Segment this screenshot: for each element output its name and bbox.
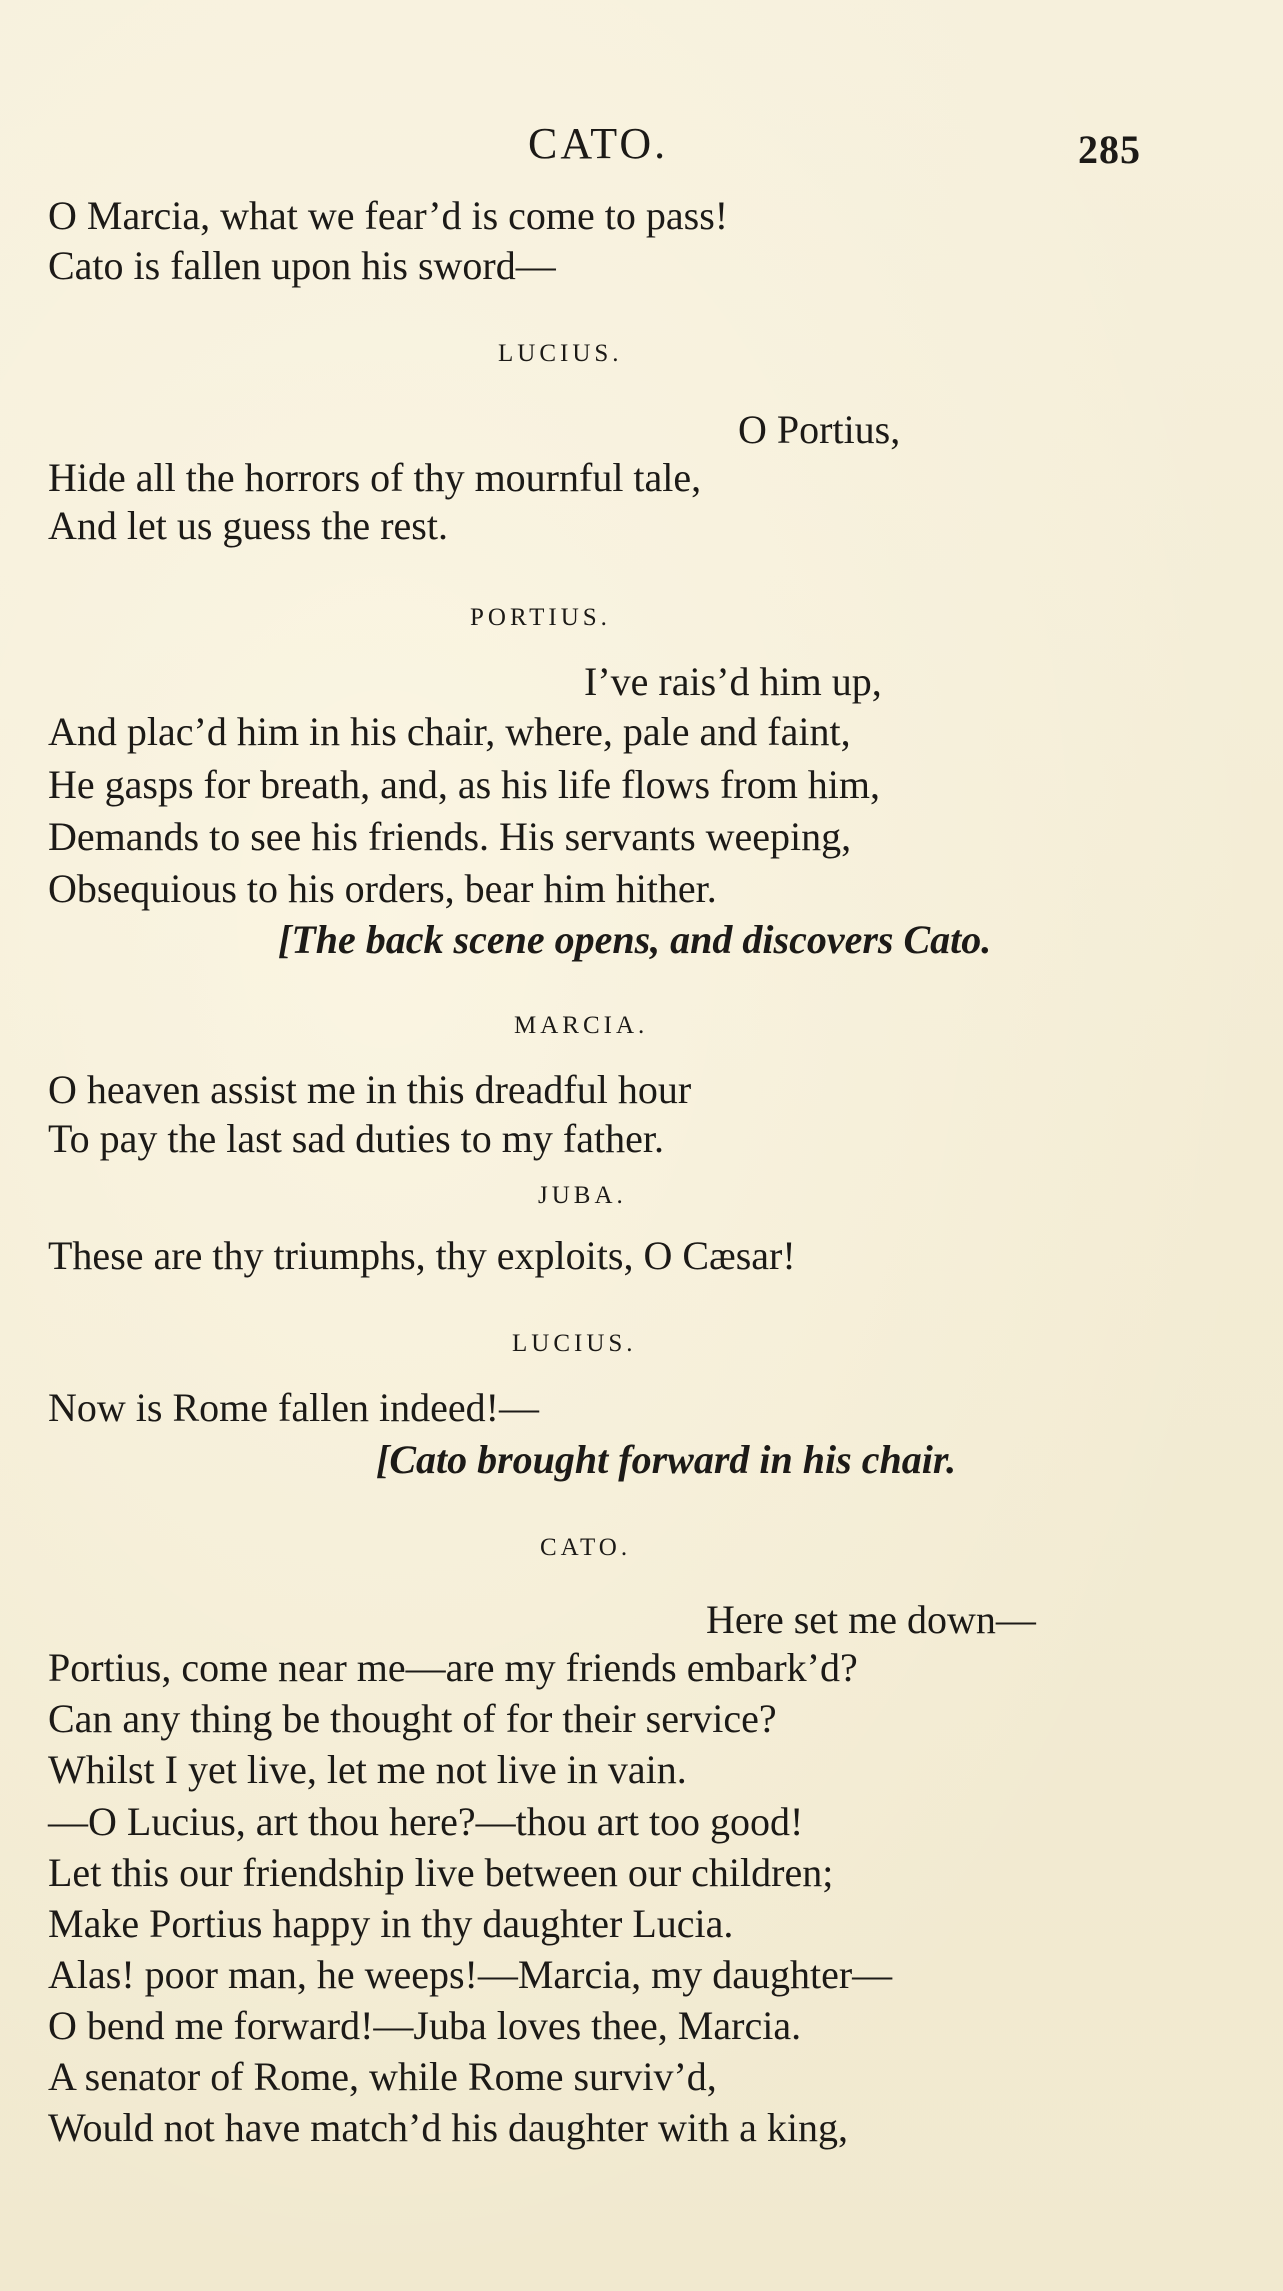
speaker-name: LUCIUS. — [512, 1330, 637, 1357]
verse-line: O Marcia, what we fear’d is come to pass! — [48, 193, 729, 238]
stage-direction: [Cato brought forward in his chair. — [376, 1437, 957, 1482]
verse-line: Cato is fallen upon his sword— — [48, 243, 556, 288]
verse-line: These are thy triumphs, thy exploits, O Cæsar! — [48, 1233, 796, 1278]
verse-line: He gasps for breath, and, as his life flows from him, — [48, 762, 881, 807]
speaker-name: LUCIUS. — [498, 340, 623, 367]
page-number: 285 — [1078, 127, 1141, 172]
verse-line: Hide all the horrors of thy mournful tale, — [48, 455, 702, 500]
speaker-name: MARCIA. — [514, 1012, 649, 1039]
verse-line: Here set me down— — [706, 1597, 1036, 1642]
verse-line: Let this our friendship live between our children; — [48, 1850, 834, 1895]
speaker-name: JUBA. — [538, 1182, 627, 1209]
speaker-name: PORTIUS. — [470, 604, 611, 631]
verse-line: O heaven assist me in this dreadful hour — [48, 1067, 692, 1112]
verse-line: Would not have match’d his daughter with a king, — [48, 2105, 848, 2150]
running-head — [0, 118, 1283, 178]
verse-line: A senator of Rome, while Rome surviv’d, — [48, 2054, 717, 2099]
running-head-title: CATO. — [528, 119, 669, 168]
verse-line: Can any thing be thought of for their service? — [48, 1696, 777, 1741]
verse-line: I’ve rais’d him up, — [584, 659, 882, 704]
verse-line: And let us guess the rest. — [48, 503, 448, 548]
verse-line: O Portius, — [738, 407, 901, 452]
verse-line: —O Lucius, art thou here?—thou art too good! — [48, 1799, 804, 1844]
verse-line: And plac’d him in his chair, where, pale and faint, — [48, 709, 851, 754]
verse-line: O bend me forward!—Juba loves thee, Marcia. — [48, 2003, 802, 2048]
verse-line: Obsequious to his orders, bear him hither. — [48, 866, 717, 911]
verse-line: Make Portius happy in thy daughter Lucia. — [48, 1901, 734, 1946]
verse-line: Portius, come near me—are my friends embark’d? — [48, 1645, 858, 1690]
verse-line: To pay the last sad duties to my father. — [48, 1116, 664, 1161]
stage-direction: [The back scene opens, and discovers Cato. — [278, 917, 992, 962]
speaker-name: CATO. — [540, 1534, 632, 1561]
verse-line: Now is Rome fallen indeed!— — [48, 1385, 539, 1430]
verse-line: Alas! poor man, he weeps!—Marcia, my daughter— — [48, 1952, 893, 1997]
verse-line: Demands to see his friends. His servants weeping, — [48, 814, 852, 859]
verse-line: Whilst I yet live, let me not live in vain. — [48, 1747, 687, 1792]
